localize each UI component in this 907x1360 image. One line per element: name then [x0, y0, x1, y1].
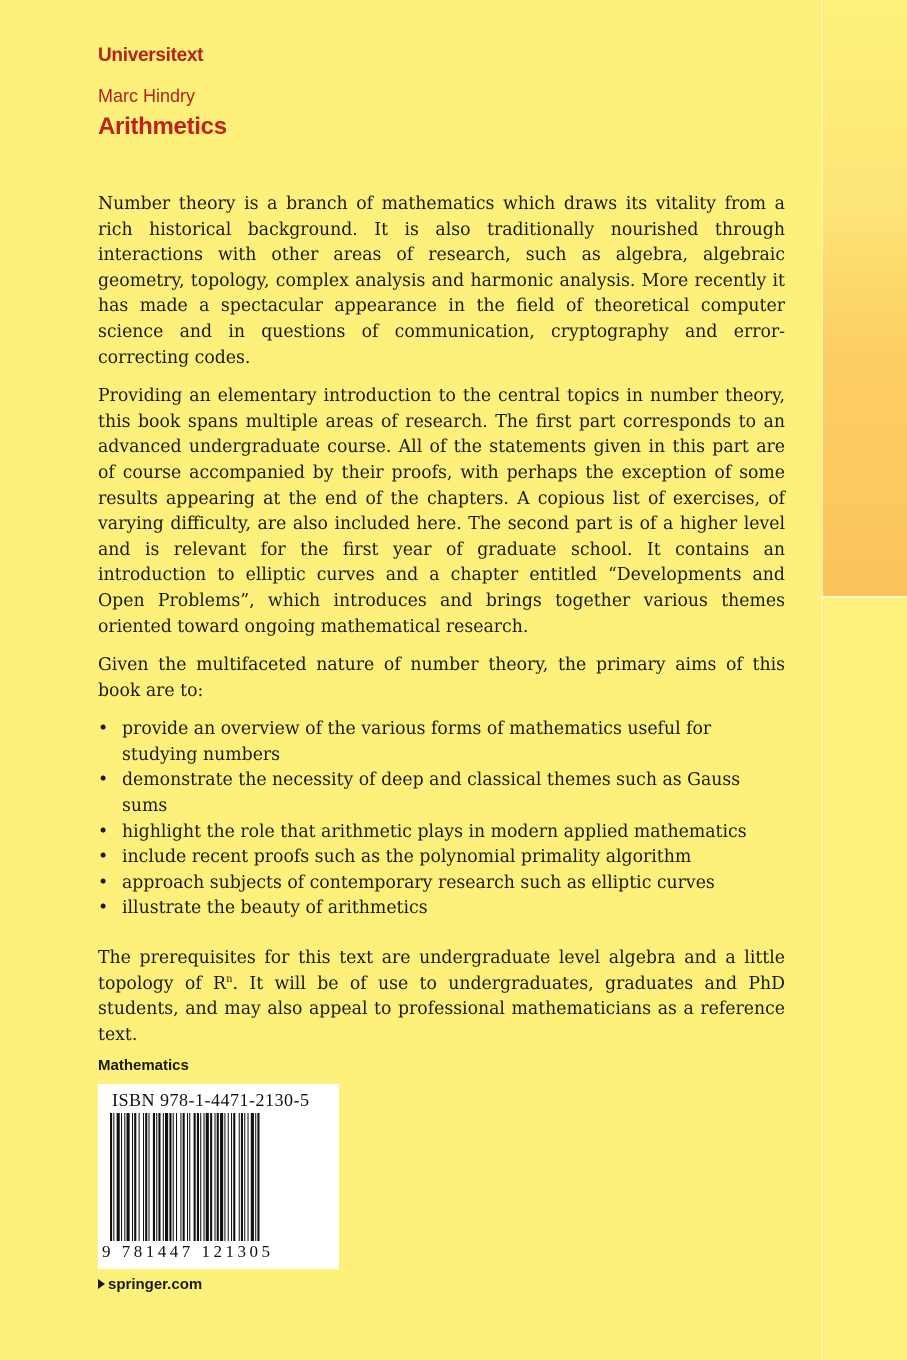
barcode-bar — [153, 1113, 155, 1241]
list-item: • highlight the role that arithmetic plays in modern applied mathematics — [98, 820, 785, 846]
website-text: springer.com — [108, 1276, 203, 1293]
barcode-bar — [124, 1113, 125, 1241]
barcode-bar — [176, 1113, 177, 1241]
author-name: Marc Hindry — [98, 86, 196, 106]
barcode-bar — [121, 1113, 122, 1241]
barcode-bar — [220, 1113, 223, 1241]
barcode-bar — [173, 1113, 174, 1241]
barcode-bar — [189, 1113, 190, 1241]
description — [98, 192, 785, 1061]
barcode-bar — [244, 1113, 245, 1241]
barcode-bar — [163, 1113, 164, 1241]
barcode-bar — [180, 1113, 181, 1241]
paragraph-contents: Providing an elementary introduction to the central topics in number theory, this book spans multiple areas of research. The first part corresponds to an advanced undergraduate course. All of the statements given in this part are of course accompanied by their proofs, with perhaps the exception of some results appearing at the end of the chapters. A copious list of exercises, of varying difficulty, are also included here. The second part is of a higher level and is relevant for the first year of graduate school. It contains an introduction to elliptic curves and a chapter entitled “Developments and Open Problems”, which introduces and brings together various themes oriented toward ongoing mathematical research. — [98, 386, 785, 637]
barcode-bar — [200, 1113, 201, 1241]
barcode-bar — [183, 1113, 185, 1241]
list-item: • provide an overview of the various forms of mathematics useful for studying numbers — [98, 717, 785, 768]
barcode-bar — [113, 1113, 114, 1241]
series-name: Universitext — [98, 45, 204, 66]
isbn-number: ISBN 978-1-4471-2130-5 — [112, 1090, 310, 1110]
publisher-link[interactable] — [98, 1276, 202, 1293]
book-title: Arithmetics — [98, 113, 227, 140]
barcode-bar — [149, 1113, 150, 1241]
barcode-bar — [117, 1113, 120, 1241]
barcode-digits: 9 781447 121305 — [102, 1242, 274, 1261]
paragraph-intro: Number theory is a branch of mathematics which draws its vitality from a rich historical background. It is also traditionally nourished through interactions with other areas of research, such as algebra, algebraic geometry, topology, complex analysis and harmonic analysis. More recently it has made a spectacular appearance in the field of theoretical computer science and in questions of communication, cryptography and error-correcting codes. — [98, 194, 785, 368]
barcode-bar — [251, 1113, 254, 1241]
barcode-bar — [187, 1113, 188, 1241]
arrow-right-icon — [98, 1279, 105, 1289]
barcode-bar — [165, 1113, 168, 1241]
list-item: • include recent proofs such as the polynomial primality algorithm — [98, 845, 785, 871]
barcode-bar — [145, 1113, 147, 1241]
barcode-image — [110, 1113, 327, 1243]
list-item: • approach subjects of contemporary research such as elliptic curves — [98, 871, 785, 897]
barcode-bar — [127, 1113, 130, 1241]
barcode-bar — [158, 1113, 160, 1241]
barcode-bar — [197, 1113, 199, 1241]
barcode-bar — [257, 1113, 259, 1241]
barcode-bar — [194, 1113, 196, 1241]
side-stripe-edge — [821, 0, 823, 1360]
barcode-bar — [134, 1113, 136, 1241]
barcode-bar — [231, 1113, 232, 1241]
aims-list — [98, 717, 785, 922]
barcode-bar — [239, 1113, 240, 1241]
barcode-bar — [206, 1113, 209, 1241]
barcode-bar — [241, 1113, 243, 1241]
subject-label: Mathematics — [98, 1057, 189, 1074]
prereq-text: The prerequisites for this text are undergraduate level algebra and a little topology of R — [98, 948, 785, 994]
barcode-bar — [228, 1113, 229, 1241]
barcode-bar — [215, 1113, 216, 1241]
side-stripe-divider — [821, 596, 907, 598]
barcode-bar — [255, 1113, 256, 1241]
paragraph-aims: Given the multifaceted nature of number theory, the primary aims of this book are to: — [98, 655, 785, 701]
barcode-bar — [210, 1113, 212, 1241]
barcode-panel — [98, 1084, 339, 1269]
barcode-bar — [110, 1113, 112, 1241]
paragraph-prerequisites — [98, 946, 785, 1048]
barcode-bar — [217, 1113, 219, 1241]
prereq-text-end: . It will be of use to undergraduates, graduates and PhD students, and may also appeal to professional mathematicians as a reference text. — [98, 973, 786, 1045]
barcode-bar — [248, 1113, 249, 1241]
barcode-bar — [132, 1113, 133, 1241]
barcode-bar — [139, 1113, 140, 1241]
barcode-bar — [224, 1113, 225, 1241]
barcode-bar — [156, 1113, 157, 1241]
side-stripe-gradient — [821, 0, 907, 597]
list-item: • demonstrate the necessity of deep and classical themes such as Gauss sums — [98, 768, 785, 819]
list-item: • illustrate the beauty of arithmetics — [98, 896, 785, 922]
barcode-bar — [204, 1113, 205, 1241]
superscript-n: n — [226, 973, 233, 985]
barcode-bar — [233, 1113, 235, 1241]
barcode-bar — [169, 1113, 171, 1241]
barcode-bar — [143, 1113, 144, 1241]
